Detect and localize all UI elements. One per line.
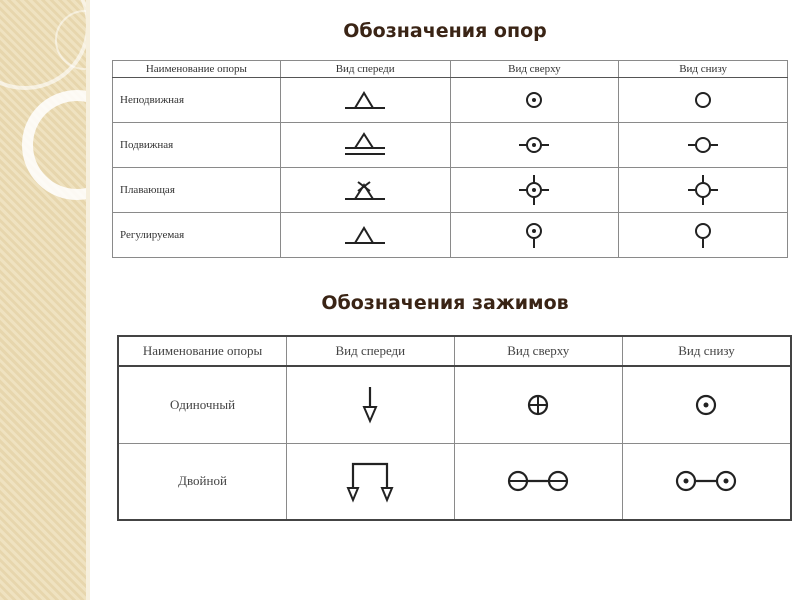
column-header-name: Наименование опоры bbox=[118, 336, 287, 366]
clamp-name: Двойной bbox=[118, 443, 287, 520]
table-row bbox=[118, 443, 791, 520]
table-header-row bbox=[118, 336, 791, 366]
floating-support-front-icon bbox=[343, 177, 387, 203]
support-name: Неподвижная bbox=[113, 78, 281, 123]
clamps-table bbox=[117, 335, 792, 521]
movable-support-bottom-icon bbox=[687, 133, 719, 157]
clamp-name: Одиночный bbox=[118, 366, 287, 443]
adjustable-support-bottom-icon bbox=[691, 220, 715, 250]
column-header-front: Вид спереди bbox=[280, 61, 450, 78]
supports-title: Обозначения опор bbox=[343, 20, 547, 42]
supports-table bbox=[112, 60, 788, 258]
table-header-row bbox=[113, 61, 788, 78]
single-clamp-front-icon bbox=[360, 385, 380, 425]
single-clamp-top-icon bbox=[526, 391, 550, 419]
column-header-top: Вид сверху bbox=[454, 336, 622, 366]
fixed-support-top-icon bbox=[522, 88, 546, 112]
double-clamp-bottom-icon bbox=[674, 467, 738, 495]
column-header-top: Вид сверху bbox=[450, 61, 619, 78]
table-row bbox=[113, 213, 788, 258]
support-name: Плавающая bbox=[113, 168, 281, 213]
decorative-side-panel bbox=[0, 0, 90, 600]
double-clamp-top-icon bbox=[506, 467, 570, 495]
single-clamp-bottom-icon bbox=[694, 391, 718, 419]
clamps-title: Обозначения зажимов bbox=[321, 292, 569, 314]
decorative-ring bbox=[22, 90, 90, 200]
floating-support-bottom-icon bbox=[687, 174, 719, 206]
support-name: Подвижная bbox=[113, 123, 281, 168]
double-clamp-front-icon bbox=[345, 458, 395, 504]
table-row bbox=[113, 168, 788, 213]
fixed-support-bottom-icon bbox=[691, 88, 715, 112]
floating-support-top-icon bbox=[518, 174, 550, 206]
column-header-bottom: Вид снизу bbox=[622, 336, 791, 366]
column-header-bottom: Вид снизу bbox=[619, 61, 788, 78]
movable-support-top-icon bbox=[518, 133, 550, 157]
support-name: Регулируемая bbox=[113, 213, 281, 258]
adjustable-support-top-icon bbox=[522, 220, 546, 250]
adjustable-support-front-icon bbox=[343, 223, 387, 247]
table-row bbox=[113, 78, 788, 123]
column-header-front: Вид спереди bbox=[287, 336, 454, 366]
movable-support-front-icon bbox=[343, 132, 387, 158]
column-header-name: Наименование опоры bbox=[113, 61, 281, 78]
fixed-support-front-icon bbox=[343, 88, 387, 112]
table-row bbox=[118, 366, 791, 443]
table-row bbox=[113, 123, 788, 168]
